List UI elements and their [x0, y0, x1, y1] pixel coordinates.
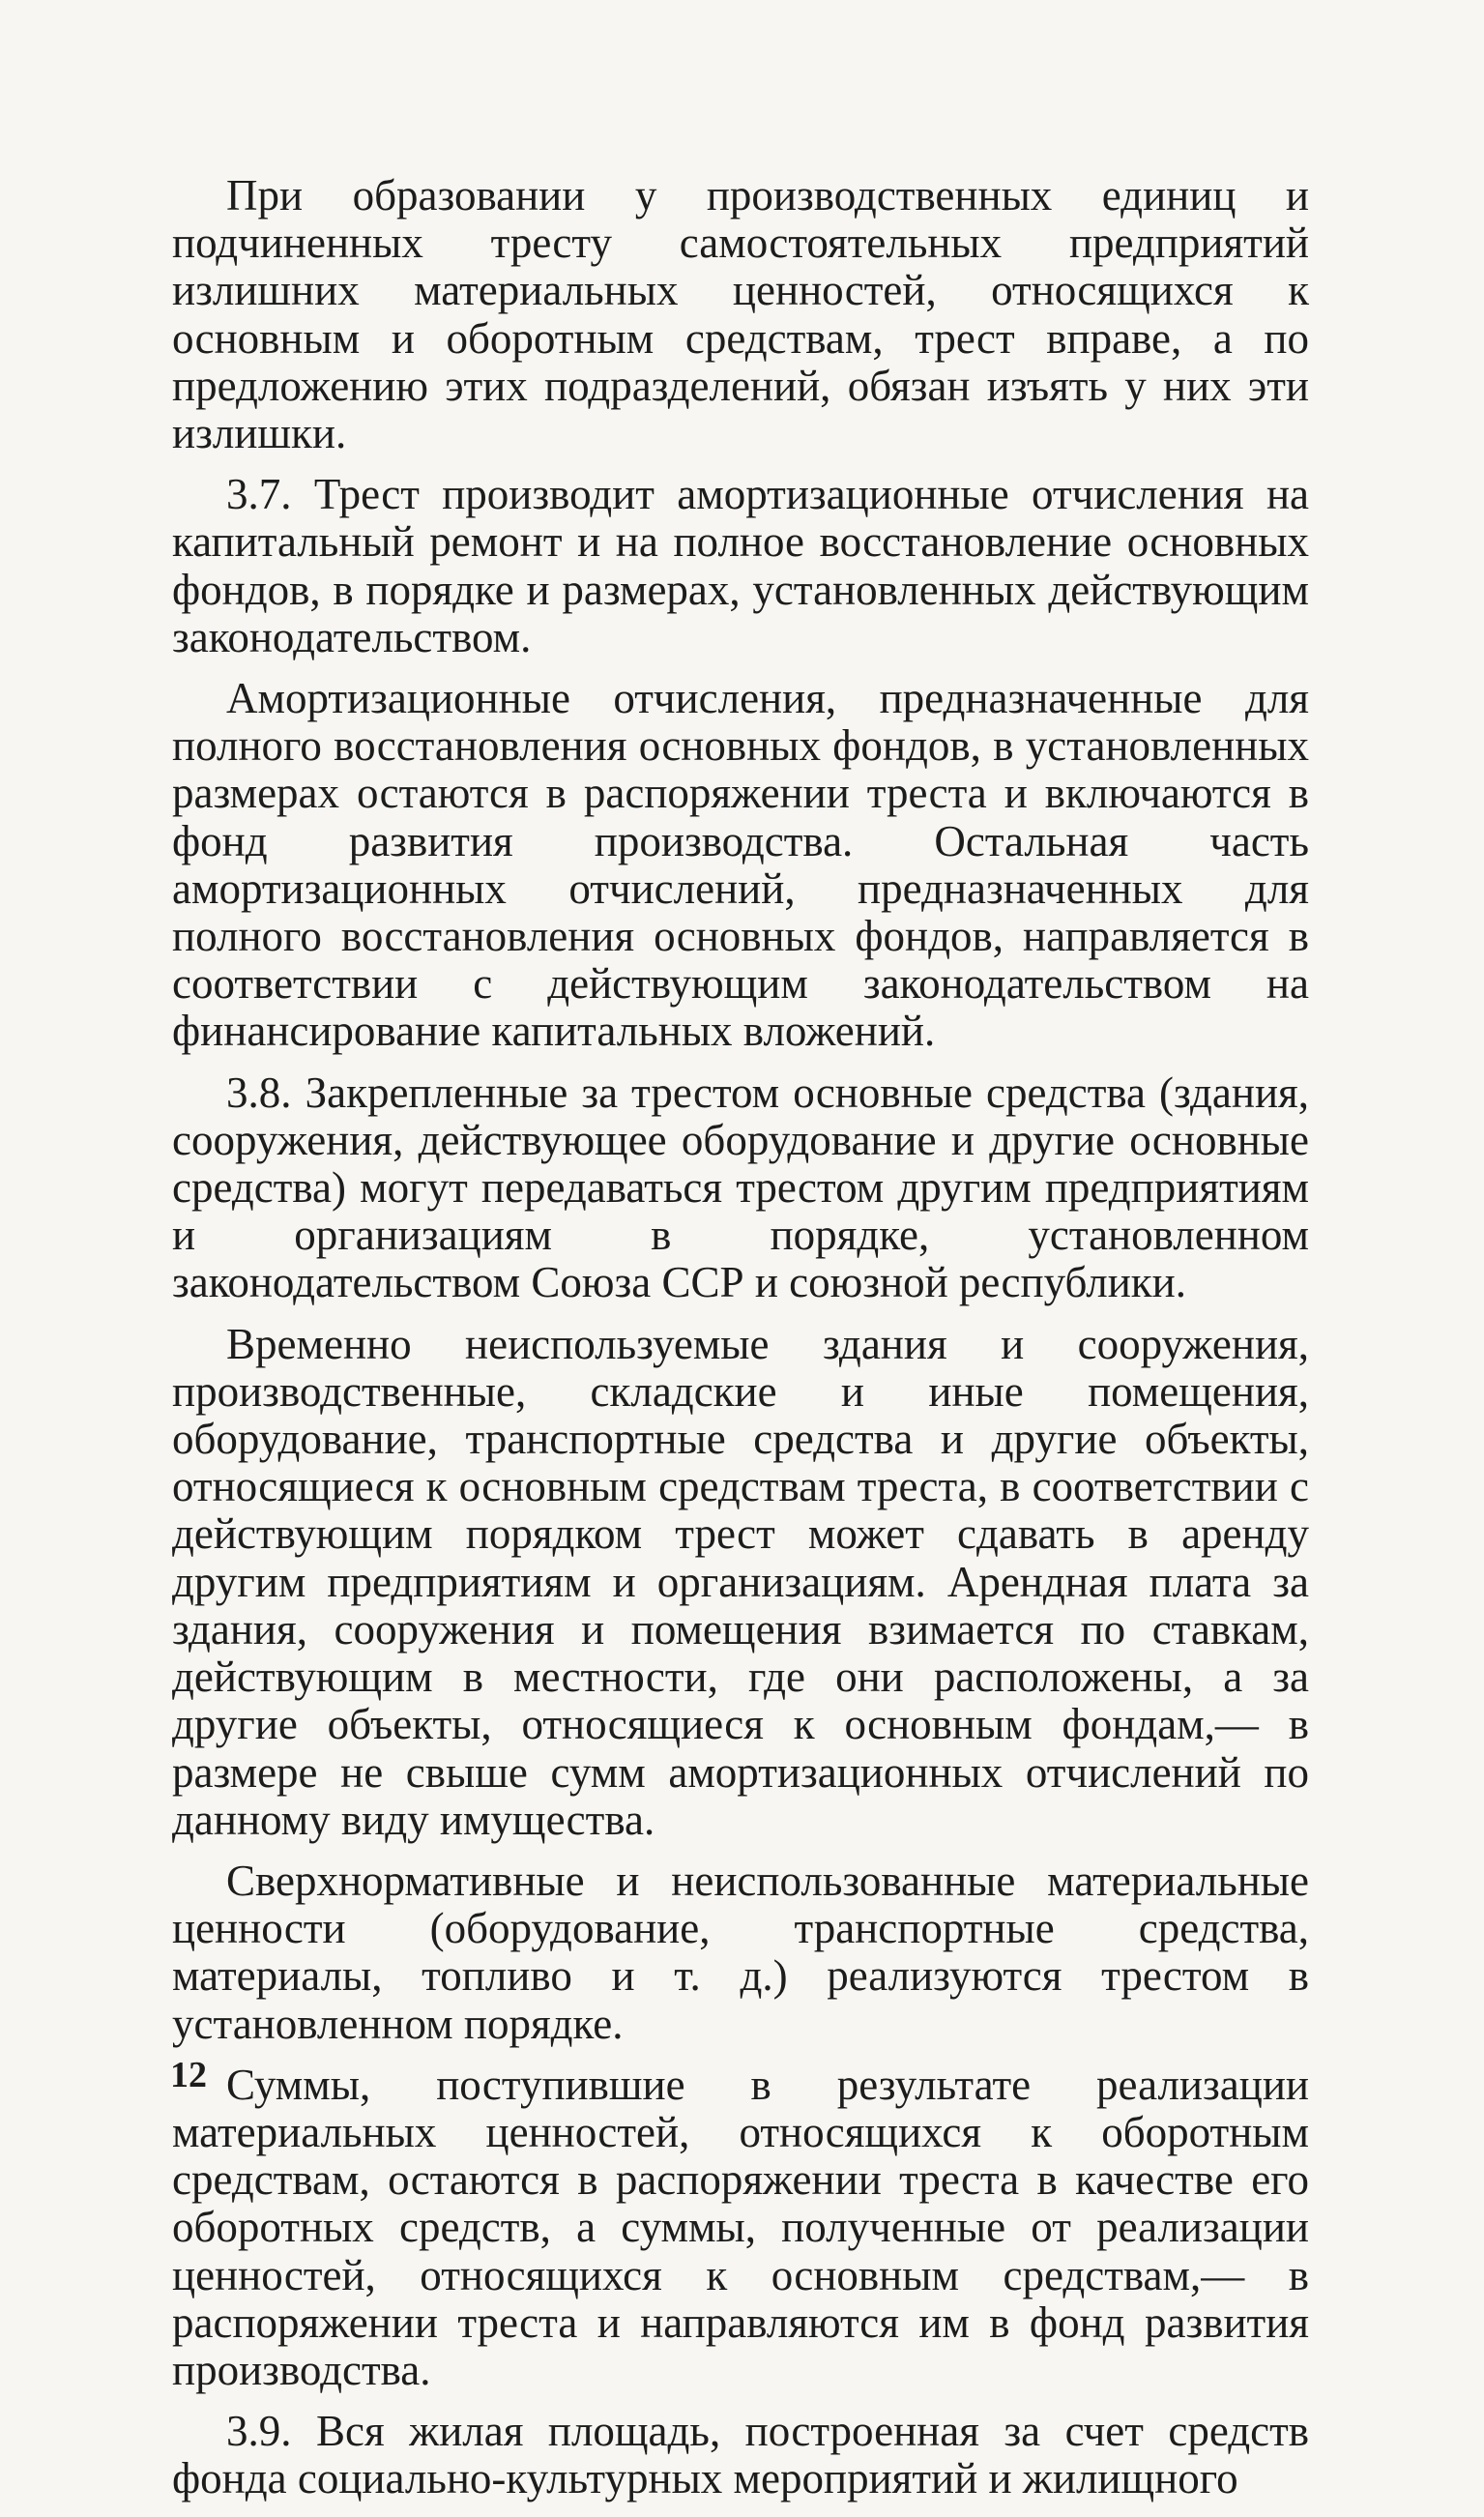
paragraph-3-9: 3.9. Вся жилая площадь, построенная за счет средств фонда социально-культурных мероприятий и жилищного — [172, 2407, 1310, 2503]
page-number: 12 — [170, 2055, 207, 2095]
paragraph-surplus: Сверхнормативные и неиспользованные материальные ценности (оборудование, транспортные средства, материалы, топливо и т. д.) реализуются трестом в установленном порядке. — [172, 1856, 1309, 2048]
clause-number: 3.8. — [226, 1068, 292, 1117]
paragraph-3-8: 3.8. Закрепленные за трестом основные средства (здания, сооружения, действующее оборудование и другие основные средства) могут передаваться трестом другим предприятиям и организациям в порядке, установленном законодательством Союза ССР и союзной республики. — [172, 1068, 1309, 1307]
clause-number: 3.7. — [226, 470, 292, 519]
paragraph-3-7: 3.7. Трест производит амортизационные отчисления на капитальный ремонт и на полное восстановление основных фондов, в порядке и размерах, установленных действующим законодательством. — [172, 470, 1309, 661]
page-body — [172, 172, 1309, 2517]
paragraph-rent: Временно неиспользуемые здания и сооружения, производственные, складские и иные помещения, оборудование, транспортные средства и другие объекты, относящиеся к основным средствам треста, в соответствии с действующим порядком трест может сдавать в аренду другим предприятиям и организациям. Арендная плата за здания, сооружения и помещения взимается по ставкам, действующим в местности, где они расположены, а за другие объекты, относящиеся к основным фондам,— в размере не свыше сумм амортизационных отчислений по данному виду имущества. — [172, 1319, 1309, 1844]
clause-number: 3.9. — [226, 2407, 292, 2456]
paragraph-amortization: Амортизационные отчисления, предназначенные для полного восстановления основных фондов, в установленных размерах остаются в распоряжении треста и включаются в фонд развития производства. Остальная часть амортизационных отчислений, предназначенных для полного восстановления основных фондов, направляется в соответствии с действующим законодательством на финансирование капитальных вложений. — [172, 674, 1309, 1056]
paragraph-1: При образовании у производственных единиц и подчиненных тресту самостоятельных предприятий излишних материальных ценностей, относящихся к основным и оборотным средствам, трест вправе, а по предложению этих подразделений, обязан изъять у них эти излишки. — [172, 171, 1309, 458]
paragraph-proceeds: Суммы, поступившие в результате реализации материальных ценностей, относящихся к оборотным средствам, остаются в распоряжении треста в качестве его оборотных средств, а суммы, полученные от реализации ценностей, относящихся к основным средствам,— в распоряжении треста и направляются им в фонд развития производства. — [172, 2060, 1309, 2394]
